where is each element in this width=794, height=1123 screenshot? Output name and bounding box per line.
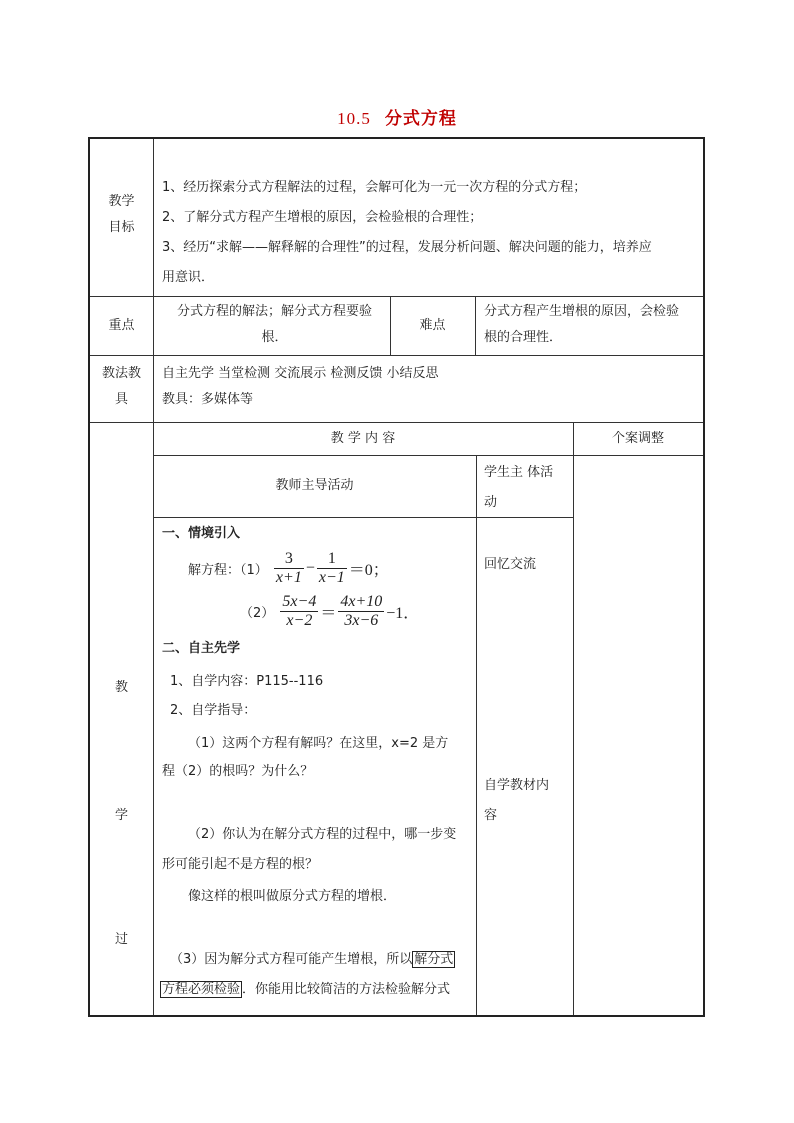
objectives-label: 教学 目标 — [108, 194, 135, 235]
title-text: 分式方程 — [384, 109, 457, 129]
question-2-note: 像这样的根叫做原分式方程的增根． — [188, 889, 397, 904]
page-title — [0, 104, 794, 129]
student-activity-2: 自学教材内 容 — [484, 778, 550, 823]
fraction: $\frac{3}{x+1}$ — [275, 550, 302, 586]
key-points-text: 分式方程的解法；解分式方程要验 根． — [176, 304, 372, 345]
col-divider — [475, 296, 476, 355]
adjust-header: 个案调整 — [611, 431, 664, 446]
equation-1: 解方程：（1） $\frac{3}{x+1}$ − $\frac{1}{x-1}$ ＝0； — [188, 550, 389, 586]
boxed-text: 方程必须检验 — [162, 982, 241, 997]
row-divider — [153, 455, 703, 456]
objective-item: 2、了解分式方程产生增根的原因，会检验根的合理性； — [162, 210, 483, 225]
row-divider — [90, 422, 703, 423]
lesson-plan-table — [88, 137, 705, 1017]
self-study-guide: 2、自学指导： — [170, 703, 257, 718]
student-activity-1: 回忆交流 — [484, 557, 537, 572]
question-1: （1）这两个方程有解吗？在这里，x=2 是方 — [188, 736, 449, 751]
process-label-3: 过 — [114, 932, 128, 947]
key-points-label: 重点 — [108, 318, 135, 333]
objective-item: 3、经历“求解——解释解的合理性”的过程，发展分析问题、解决问题的能力，培养应 — [162, 240, 652, 255]
fraction: $\frac{5x-4}{x-2}$ — [282, 593, 317, 629]
self-study-content: 1、自学内容：P115--116 — [170, 674, 324, 689]
boxed-text: 解分式 — [414, 952, 454, 967]
question-2-cont: 形可能引起不是方程的根？ — [162, 857, 319, 872]
process-label-1: 教 — [114, 680, 128, 695]
fraction: $\frac{4x+10}{3x-6}$ — [340, 593, 383, 629]
question-1-cont: 程（2）的根吗？为什么？ — [162, 764, 314, 779]
objective-item: 用意识． — [162, 270, 215, 285]
methods-content: 自主先学 当堂检测 交流展示 检测反馈 小结反思 教具：多媒体等 — [162, 366, 439, 407]
student-header: 学生主 体活 动 — [484, 465, 554, 510]
teacher-header: 教师主导活动 — [275, 478, 354, 493]
col-divider — [153, 139, 154, 1015]
difficulty-label: 难点 — [419, 318, 446, 333]
fraction: $\frac{1}{x-1}$ — [318, 550, 345, 586]
question-3-cont: 方程必须检验 ．你能用比较简洁的方法检验解分式 — [162, 982, 451, 997]
section-self-study-title: 二、自主先学 — [162, 641, 241, 656]
difficulty-text: 分式方程产生增根的原因，会检验 根的合理性． — [484, 304, 680, 345]
question-3: （3）因为解分式方程可能产生增根，所以 解分式 — [170, 952, 454, 967]
methods-label: 教法教 具 — [101, 366, 141, 407]
row-divider — [90, 296, 703, 297]
content-header: 教 学 内 容 — [330, 431, 396, 446]
section-number: 10.5 — [337, 109, 371, 128]
question-2: （2）你认为在解分式方程的过程中，哪一步变 — [188, 827, 457, 842]
objective-item: 1、经历探索分式方程解法的过程，会解可化为一元一次方程的分式方程； — [162, 180, 587, 195]
equation-2: （2） $\frac{5x-4}{x-2}$ ＝ $\frac{4x+10}{3x-6}$ −1． — [240, 593, 420, 629]
section-situation-title: 一、情境引入 — [162, 526, 241, 541]
row-divider — [90, 355, 703, 356]
objectives-content — [162, 173, 702, 293]
process-label-2: 学 — [114, 808, 128, 823]
